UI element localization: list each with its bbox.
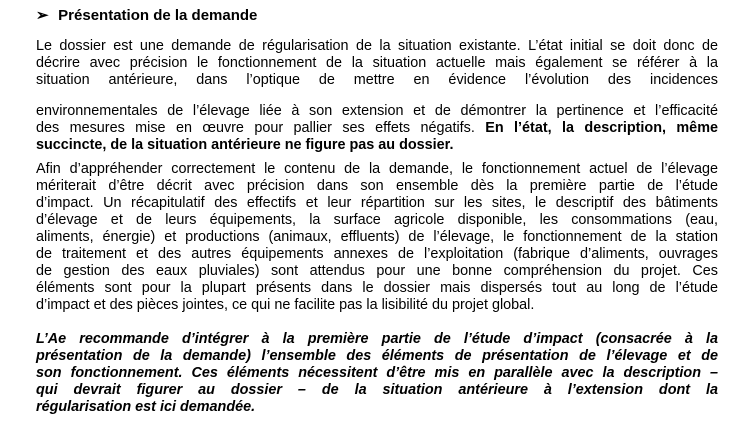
paragraph-1-line-3: situation antérieure, dans l’optique de mettre en évidence l’évolution des incidences	[36, 72, 718, 88]
paragraph-2-line-2-regular: des mesures mise en œuvre pour pallier ses effets négatifs.	[36, 120, 486, 136]
paragraph-2-line-2-bold: En l’état, la description, même	[485, 120, 718, 136]
paragraph-3-line: aliments, énergie) et productions (animaux, effluents) de l’élevage, le fonctionnement de la station	[36, 229, 718, 245]
paragraph-3	[36, 161, 718, 314]
paragraph-1-line-2: décrire avec précision le fonctionnement de la situation actuelle mais également se référer à la	[36, 55, 718, 71]
section-heading	[36, 7, 257, 25]
paragraph-2-line-2	[36, 120, 718, 137]
paragraph-1	[36, 38, 718, 89]
recommendation-line: L’Ae recommande d’intégrer à la première partie de l’étude d’impact (consacrée à la	[36, 331, 718, 347]
recommendation-line: son fonctionnement. Ces éléments nécessitent d’être mis en parallèle avec la description –	[36, 365, 718, 381]
paragraph-3-line: de traitement et des autres équipements annexes de l’exploitation (fabrique d’aliments, ouvrages	[36, 246, 718, 262]
paragraph-2-line-1: environnementales de l’élevage liée à son extension et de démontrer la pertinence et l’efficacité	[36, 103, 718, 119]
paragraph-2	[36, 103, 718, 154]
arrow-bullet-icon: ➢	[36, 7, 49, 24]
recommendation-line: présentation de la demande) l’ensemble des éléments de présentation de l’élevage et de	[36, 348, 718, 364]
paragraph-3-line: d’impact et des pièces jointes, ce qui ne facilite pas la lisibilité du projet global.	[36, 297, 535, 313]
recommendation-line: régularisation est ici demandée.	[36, 399, 256, 415]
paragraph-3-line: de gestion des eaux pluviales) sont attendus pour une bonne compréhension du projet. Ces	[36, 263, 718, 279]
paragraph-3-line: d’impact. Un récapitulatif des effectifs et leur répartition sur les sites, le descriptif des bâtiments	[36, 195, 718, 211]
paragraph-3-line: Afin d’appréhender correctement le contenu de la demande, le fonctionnement actuel de l’élevage	[36, 161, 718, 177]
paragraph-3-line: mériterait d’être décrit avec précision dans son ensemble dès la première partie de l’étude	[36, 178, 718, 194]
recommendation-paragraph	[36, 331, 718, 416]
paragraph-2-line-3-bold: succincte, de la situation antérieure ne figure pas au dossier.	[36, 137, 454, 153]
paragraph-1-line-1: Le dossier est une demande de régularisation de la situation existante. L’état initial se doit donc de	[36, 38, 718, 54]
paragraph-3-line: éléments sont pour la plupart présents dans le dossier mais dispersés tout au long de l’étude	[36, 280, 718, 296]
paragraph-3-line: d’élevage et de leurs équipements, la surface agricole disponible, les consommations (eau,	[36, 212, 718, 228]
recommendation-line: qui devrait figurer au dossier – de la situation antérieure à l’extension dont la	[36, 382, 718, 398]
section-title: Présentation de la demande	[58, 7, 258, 24]
paragraph-2-line-3	[36, 137, 718, 154]
